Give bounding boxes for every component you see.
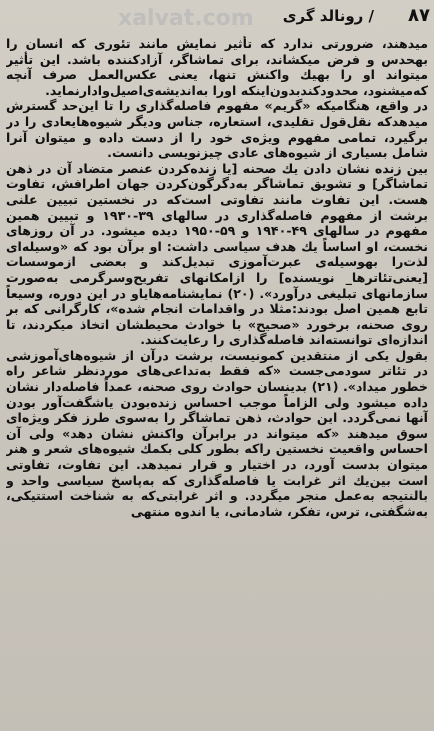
paragraph: میدهند، ضرورتی ندارد که تأثیر نمایش مانند تئوری که انسان را بهحدس و فرض میکشاند، برای تماشاگر، آزادکننده باشد. این تأثیر میتواند او را بهیك واکنش تنها، یعنی عکس‌العمل صرف آنچه که‌میشنود، محدودکندبدون‌اینکه اورا به‌اندیشه‌ی‌اصیل‌وادار‌نماید. [6, 36, 428, 98]
paragraph: بقول یکی از منتقدین کمونیست، برشت درآن از شیوه‌های‌آموزشی در تئاتر سودمی‌جست «که فقط به‌تداعی‌های موردنظر شاعر راه خطور میداد». (۲۱) بدینسان حوادث روی صحنه، عمداً فاصله‌دار نشان داده میشود ولی الزاماً موجب احساس زنده‌بودن یاشگفت‌آور بودن آنها نمی‌گردد. این حوادث، ذهن تماشاگر را به‌سوی طرز فکر ویژه‌ای سوق میدهند «که میتواند در برابرآن واکنش نشان دهد» ولی آن احساس واقعیت نخستین راکه بطور کلی بکمك شیوه‌های شعر و هنر میتوان بدست آورد، در اختیار و قرار نمیدهد. این تفاوت، تفاوتی است بین‌یك اثر غرابت یا فاصله‌گذاری که به‌پاسخ سیاسی واحد و بالنتیجه به‌عمل منجر میگردد. و اثر غرابتی‌که به شناخت استتیکی، به‌شگفتی، ترس، تفکر، شادمانی، یا اندوه منتهی [6, 347, 428, 519]
paragraph: در واقع، هنگامیکه «گریم» مفهوم فاصله‌گذاری را تا این‌حد گسترش میدهدکه نقل‌قول تقلیدی، استعاره، جناس ودیگر شیوه‌هایعادی را در برگیرد، تمامی مفهوم ویژه‌ی خود را از دست داده و میتوان آنرا شامل بسیاری از شیوه‌های عادی چیزنویسی دانست. [6, 98, 428, 161]
page-number: ۸۷ [408, 5, 430, 26]
page-header [0, 0, 434, 34]
watermark: xalvat.com [118, 6, 254, 31]
body-text [6, 36, 428, 728]
paragraph: بین زنده نشان دادن یك صحنه [یا زنده‌کردن عنصر متضاد آن در ذهن تماشاگر] و تشویق تماشاگر به‌دگرگون‌کردن جهان اطرافش، تفاوت هست. این تفاوت مانند تفاوتی است‌که در نخستین تبیین علنی برشت از مفهوم فاصله‌گذاری در سالهای ۳۹-۱۹۳۰ و تبیین همین مفهوم در سالهای ۴۹-۱۹۴۰ و ۵۹-۱۹۵۰ دیده میشود. در آن روزهای نخست، او اساساً یك هدف سیاسی داشت: او برآن بود که «وسیله‌ای لذت‌را بهوسیله‌ی عبرت‌آموزی تبدیل‌کند و بعضی ازموسسات [یعنی‌تئاترها_ نویسنده] را ازامکانهای تفریح‌وسرگرمی به‌صورت سازمانهای تبلیغی درآورد». (۲۰) نمایشنامه‌هایاو در این دوره، وسیعاً تابع همین اصل بودند:مثلا در واقدامات انجام شده»، کارگرانی که بر روی صحنه، برخورد «صحیح» با خوادث محیطشان اتخاذ میکردند، تا اندازه‌ای توانسته‌اند فاصله‌گذاری را رعایت‌کنند. [6, 160, 428, 348]
running-head: / رونالد گری [282, 7, 374, 25]
